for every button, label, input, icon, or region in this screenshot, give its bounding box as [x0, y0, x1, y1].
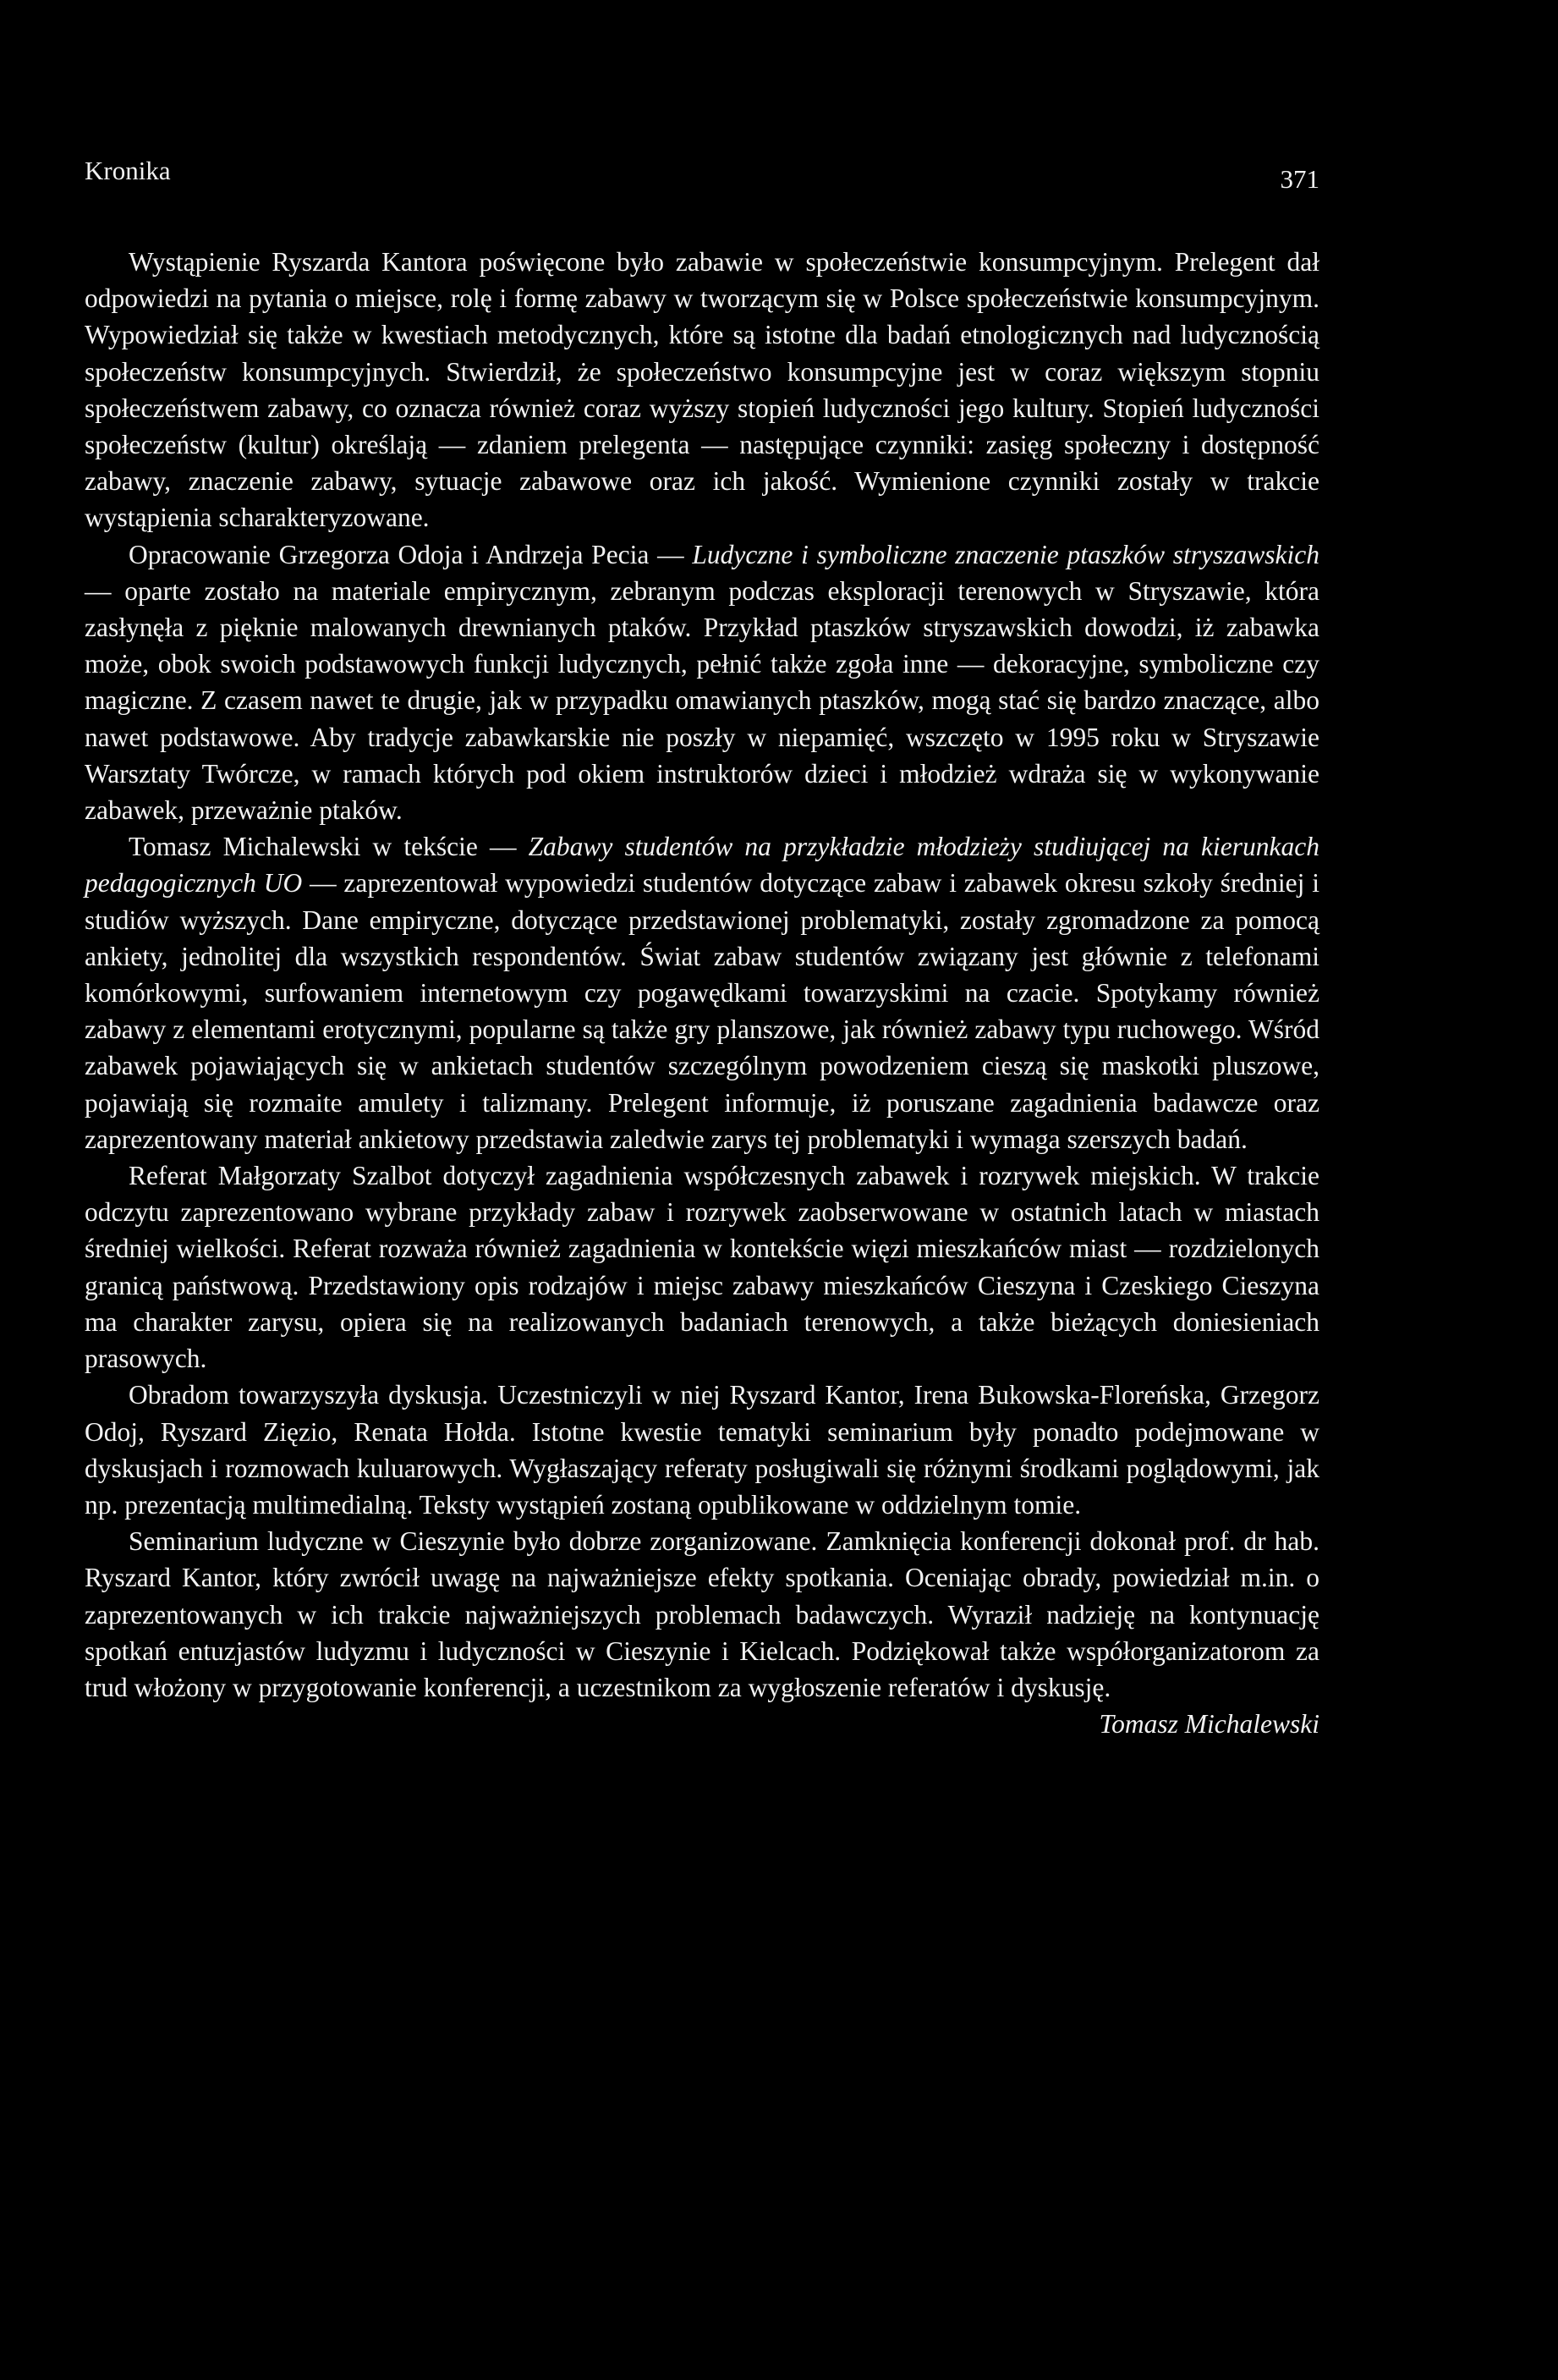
- paragraph-text-before-title: Opracowanie Grzegorza Odoja i Andrzeja Pecia —: [129, 539, 693, 569]
- paragraph-text-after-title: — oparte zostało na materiale empirycznym, zebranym podczas eksploracji terenowych w Stryszawie, która zasłynęła z pięknie malowanych drewnianych ptaków. Przykład ptaszków stryszawskich dowodzi, iż zabawka może, obok swoich podstawowych funkcji ludycznych, pełnić także zgoła inne — dekoracyjne, symboliczne czy magiczne. Z czasem nawet te drugie, jak w przypadku omawianych ptaszków, mogą stać się bardzo znaczące, albo nawet podstawowe. Aby tradycje zabawkarskie nie poszły w niepamięć, wszczęto w 1995 roku w Stryszawie Warsztaty Twórcze, w ramach których pod okiem instruktorów dzieci i młodzież wdraża się w wykonywanie zabawek, przeważnie ptaków.: [85, 575, 1319, 826]
- paragraph-szalbot-report: Referat Małgorzaty Szalbot dotyczył zagadnienia współczesnych zabawek i rozrywek miejskich. W trakcie odczytu zaprezentowano wybrane przykłady zabaw i rozrywek zaobserwowane w ostatnich latach w miastach średniej wielkości. Referat rozważa również zagadnienia w kontekście więzi mieszkańców miast — rozdzielonych granicą państwową. Przedstawiony opis rodzajów i miejsc zabawy mieszkańców Cieszyna i Czeskiego Cieszyna ma charakter zarysu, opiera się na realizowanych badaniach terenowych, a także bieżących doniesieniach prasowych.: [85, 1161, 1319, 1374]
- article-body: [85, 244, 1319, 1742]
- paragraph-michalewski-study: [85, 828, 1319, 1157]
- paragraph-text-after-title: — zaprezentował wypowiedzi studentów dotyczące zabaw i zabawek okresu szkoły średniej i studiów wyższych. Dane empiryczne, dotyczące przedstawionej problematyki, zostały zgromadzone za pomocą ankiety, jednolitej dla wszystkich respondentów. Świat zabaw studentów związany jest głównie z telefonami komórkowymi, surfowaniem internetowym czy pogawędkami towarzyskimi na czacie. Spotykamy również zabawy z elementami erotycznymi, popularne są także gry planszowe, jak również zabawy typu ruchowego. Wśród zabawek pojawiających się w ankietach studentów szczególnym powodzeniem cieszą się maskotki pluszowe, pojawiają się rozmaite amulety i talizmany. Prelegent informuje, iż poruszane zagadnienia badawcze oraz zaprezentowany materiał ankietowy przedstawia zaledwie zarys tej problematyki i wymaga szerszych badań.: [85, 868, 1319, 1154]
- running-head: Kronika: [85, 156, 171, 185]
- italic-title-zabawy-studentow: Zabawy studentów na przykładzie młodzieży studiującej na kierunkach pedagogicznych UO: [85, 832, 1319, 899]
- italic-title-ludyczne: Ludyczne i symboliczne znaczenie ptaszków stryszawskich: [692, 539, 1319, 569]
- paragraph-text-before-title: Tomasz Michalewski w tekście —: [129, 832, 529, 862]
- paragraph-closing: Seminarium ludyczne w Cieszynie było dobrze zorganizowane. Zamknięcia konferencji dokonał prof. dr hab. Ryszard Kantor, który zwrócił uwagę na najważniejsze efekty spotkania. Oceniając obrady, powiedział m.in. o zaprezentowanych w ich trakcie najważniejszych problemach badawczych. Wyraził nadzieję na kontynuację spotkań entuzjastów ludyzmu i ludyczności w Cieszynie i Kielcach. Podziękował także współorganizatorom za trud włożony w przygotowanie konferencji, a uczestnikom za wygłoszenie referatów i dyskusję.: [85, 1526, 1319, 1702]
- paragraph-discussion: Obradom towarzyszyła dyskusja. Uczestniczyli w niej Ryszard Kantor, Irena Bukowska-Floreńska, Grzegorz Odoj, Ryszard Zięzio, Renata Hołda. Istotne kwestie tematyki seminarium były ponadto podejmowane w dyskusjach i rozmowach kuluarowych. Wygłaszający referaty posługiwali się różnymi środkami poglądowymi, jak np. prezentacją multimedialną. Teksty wystąpień zostaną opublikowane w oddzielnym tomie.: [85, 1380, 1319, 1520]
- author-signature: Tomasz Michalewski: [1099, 1709, 1319, 1740]
- paragraph-kantor-talk: Wystąpienie Ryszarda Kantora poświęcone było zabawie w społeczeństwie konsumpcyjnym. Prelegent dał odpowiedzi na pytania o miejsce, rolę i formę zabawy w tworzącym się w Polsce społeczeństwie konsumpcyjnym. Wypowiedział się także w kwestiach metodycznych, które są istotne dla badań etnologicznych nad ludycznością społeczeństw konsumpcyjnych. Stwierdził, że społeczeństwo konsumpcyjne jest w coraz większym stopniu społeczeństwem zabawy, co oznacza również coraz wyższy stopień ludyczności jego kultury. Stopień ludyczności społeczeństw (kultur) określają — zdaniem prelegenta — następujące czynniki: zasięg społeczny i dostępność zabawy, znaczenie zabawy, sytuacje zabawowe oraz ich jakość. Wymienione czynniki zostały w trakcie wystąpienia scharakteryzowane.: [85, 247, 1319, 533]
- page-number: 371: [1280, 164, 1319, 194]
- page-header: [85, 154, 1319, 196]
- paragraph-odoj-pec-study: [85, 536, 1319, 829]
